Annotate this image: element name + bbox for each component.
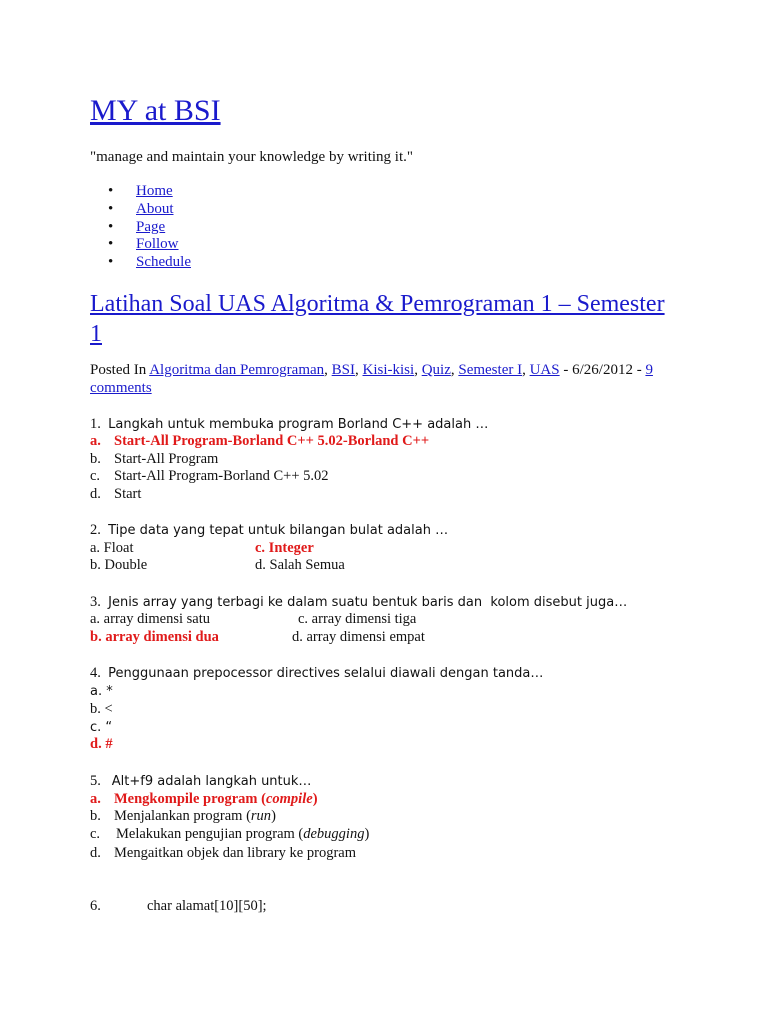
q5-b-italic: run <box>250 808 272 824</box>
q2-option-c-correct: c. Integer <box>255 540 314 556</box>
nav-link-home[interactable]: Home <box>136 183 173 199</box>
q4-option-b: b. < <box>90 701 113 717</box>
q5-c-text: Melakukan pengujian program ( <box>116 826 304 842</box>
category-link-quiz[interactable]: Quiz <box>421 362 451 378</box>
q5-d-label: d. <box>90 845 101 861</box>
q5-option-d <box>90 845 356 863</box>
q5-a-close: ) <box>312 791 318 807</box>
q1-c-label: c. <box>90 468 101 484</box>
q5-number: 5. <box>90 773 101 789</box>
site-tagline: "manage and maintain your knowledge by writing it." <box>90 149 414 165</box>
question-1 <box>90 416 488 434</box>
nav-link-page[interactable]: Page <box>136 218 166 235</box>
q1-d-text: Start <box>114 486 142 502</box>
q4-option-c <box>90 719 112 737</box>
q2-text: Tipe data yang tepat untuk bilangan bulat adalah … <box>108 523 449 538</box>
nav-link-about[interactable]: About <box>136 200 174 217</box>
question-5 <box>90 773 311 791</box>
q3-number: 3. <box>90 594 101 610</box>
meta-prefix: Posted In <box>90 362 150 378</box>
q3-option-d: d. array dimensi empat <box>292 629 425 645</box>
comments-link[interactable]: 9 comments <box>90 362 653 396</box>
q4-a-text: a. * <box>90 684 113 699</box>
question-6-number: 6. <box>90 898 101 914</box>
q5-b-text: Menjalankan program ( <box>114 808 251 824</box>
post-title-link[interactable]: Latihan Soal UAS Algoritma & Pemrograman 1 – Semester 1 <box>90 291 665 347</box>
category-link-algoritma[interactable]: Algoritma dan Pemrograman <box>149 362 325 378</box>
category-link-uas[interactable]: UAS <box>529 362 560 378</box>
q5-text: Alt+f9 adalah langkah untuk… <box>111 774 312 789</box>
q1-option-a-correct <box>90 433 429 451</box>
q1-option-c <box>90 468 329 486</box>
nav-link-schedule[interactable]: Schedule <box>136 254 191 271</box>
q2-option-b: b. Double <box>90 557 148 573</box>
q5-d-text: Mengaitkan objek dan library ke program <box>114 845 356 861</box>
question-3 <box>90 594 627 612</box>
q1-text: Langkah untuk membuka program Borland C++ adalah … <box>108 417 489 432</box>
question-2 <box>90 522 448 540</box>
q1-option-d <box>90 486 141 504</box>
nav-item-follow <box>108 236 191 254</box>
category-link-bsi[interactable]: BSI <box>331 362 355 378</box>
q4-option-d-correct: d. # <box>90 736 113 752</box>
q1-option-b <box>90 451 218 469</box>
nav-item-about <box>108 201 191 219</box>
q2-number: 2. <box>90 522 101 538</box>
q3-option-a: a. array dimensi satu <box>90 611 210 627</box>
nav-link-follow[interactable]: Follow <box>136 236 179 253</box>
q1-c-text: Start-All Program-Borland C++ 5.02 <box>114 468 329 484</box>
q3-option-b-correct: b. array dimensi dua <box>90 629 219 645</box>
q5-c-italic: debugging <box>303 826 365 842</box>
category-link-kisi-kisi[interactable]: Kisi-kisi <box>362 362 415 378</box>
category-link-semester-1[interactable]: Semester I <box>458 362 523 378</box>
q5-a-italic: compile <box>265 791 313 807</box>
q5-option-b <box>90 808 276 826</box>
q1-number: 1. <box>90 416 101 432</box>
site-title-link[interactable]: MY at BSI <box>90 94 221 127</box>
q4-text: Penggunaan prepocessor directives selalui diawali dengan tanda… <box>108 666 544 681</box>
q5-a-text: Mengkompile program ( <box>114 791 266 807</box>
q5-option-c <box>90 826 369 844</box>
q3-option-c: c. array dimensi tiga <box>298 611 417 627</box>
nav-item-page <box>108 219 191 237</box>
q5-c-label: c. <box>90 826 101 842</box>
q1-b-label: b. <box>90 451 101 467</box>
q2-option-d: d. Salah Semua <box>255 557 345 573</box>
q1-d-label: d. <box>90 486 101 502</box>
q5-a-label: a. <box>90 791 101 807</box>
q1-a-label: a. <box>90 433 101 449</box>
q2-option-a: a. Float <box>90 540 134 556</box>
q1-b-text: Start-All Program <box>114 451 219 467</box>
post-meta: Posted In Algoritma dan Pemrograman, BSI, Kisi-kisi, Quiz, Semester I, UAS - 6/26/2012 - 9 comments <box>90 362 653 396</box>
q4-option-a <box>90 683 113 701</box>
nav-item-home <box>108 183 191 201</box>
question-6-code: char alamat[10][50]; <box>147 898 267 914</box>
q4-number: 4. <box>90 665 101 681</box>
q5-b-close: ) <box>271 808 276 824</box>
question-4 <box>90 665 543 683</box>
nav-item-schedule <box>108 254 191 272</box>
q3-text: Jenis array yang terbagi ke dalam suatu bentuk baris dan kolom disebut juga… <box>108 595 628 610</box>
post-date: - 6/26/2012 - <box>559 362 646 378</box>
q5-c-close: ) <box>364 826 370 842</box>
q1-a-text: Start-All Program-Borland C++ 5.02-Borland C++ <box>114 433 430 449</box>
q4-c-text: c. “ <box>90 720 113 735</box>
main-nav <box>108 183 191 272</box>
q5-option-a-correct <box>90 791 318 809</box>
q5-b-label: b. <box>90 808 101 824</box>
